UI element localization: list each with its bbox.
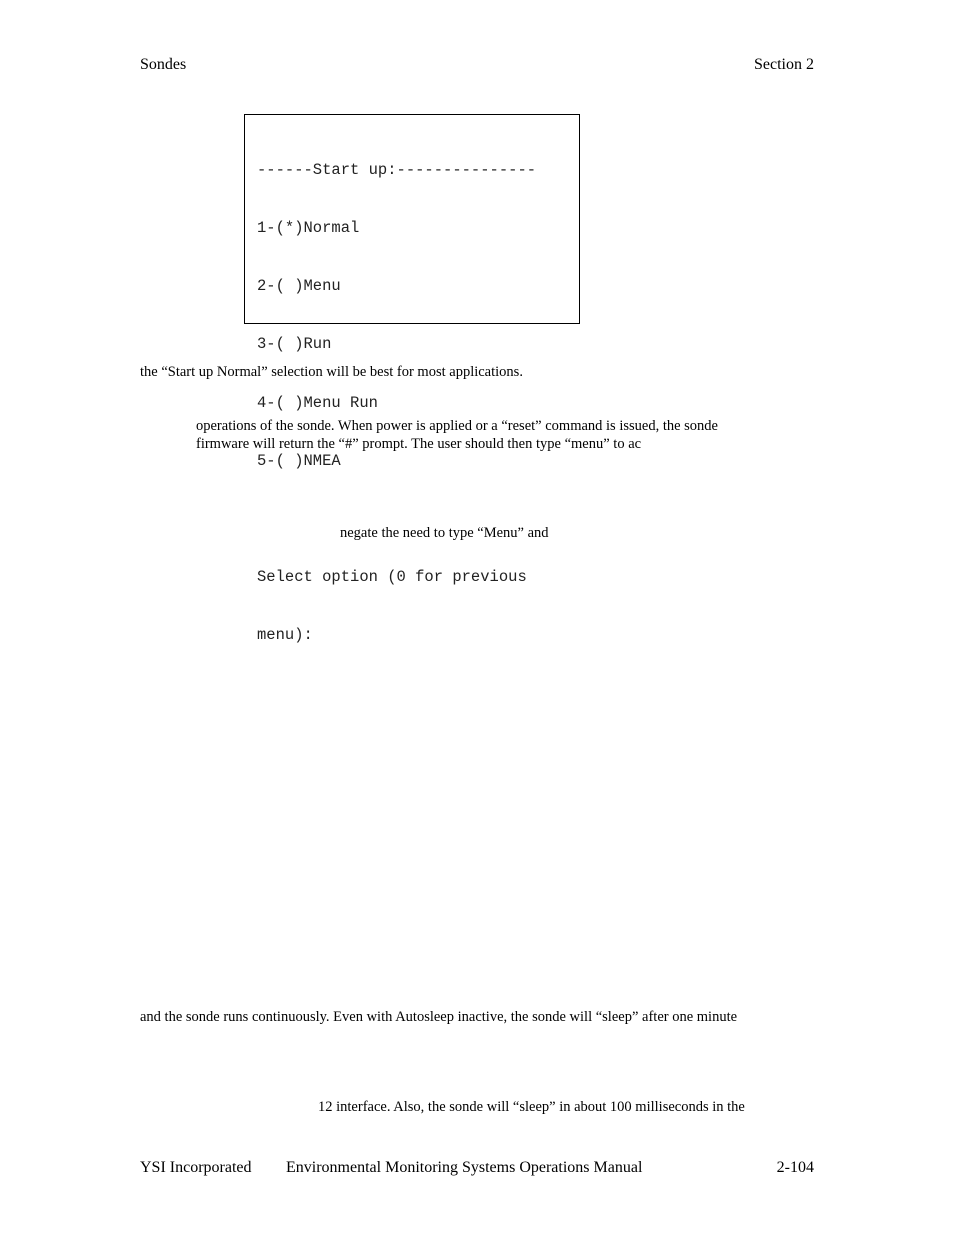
footer-page-number: 2-104 [776,1159,814,1176]
menu-line-title: ------Start up:--------------- [257,160,537,179]
menu-prompt-line-2: menu): [257,626,313,645]
menu-option-normal: 1-(*)Normal [257,219,360,238]
header-section-number: Section 2 [754,56,814,73]
header-section-name: Sondes [140,56,187,73]
startup-menu-text [257,122,536,685]
menu-option-nmea: 5-( )NMEA [257,451,341,470]
menu-option-run: 3-( )Run [257,335,332,354]
menu-prompt-line-1: Select option (0 for previous [257,568,527,587]
paragraph-autosleep: and the sonde runs continuously. Even with Autosleep inactive, the sonde will “sleep” after one minute [140,1009,738,1025]
footer-company: YSI Incorporated [140,1159,252,1176]
paragraph-negate-menu: negate the need to type “Menu” and [340,525,549,541]
paragraph-operations-line-1: operations of the sonde. When power is applied or a “reset” command is issued, the sonde [196,418,718,434]
menu-option-menu: 2-( )Menu [257,277,341,296]
menu-option-menu-run: 4-( )Menu Run [257,393,378,412]
paragraph-startup-normal: the “Start up Normal” selection will be best for most applications. [140,364,523,380]
paragraph-operations-line-2: firmware will return the “#” prompt. The user should then type “menu” to ac [196,436,642,452]
footer-manual-title: Environmental Monitoring Systems Operations Manual [286,1159,643,1176]
paragraph-sdi12-sleep: 12 interface. Also, the sonde will “sleep” in about 100 milliseconds in the [318,1099,745,1115]
